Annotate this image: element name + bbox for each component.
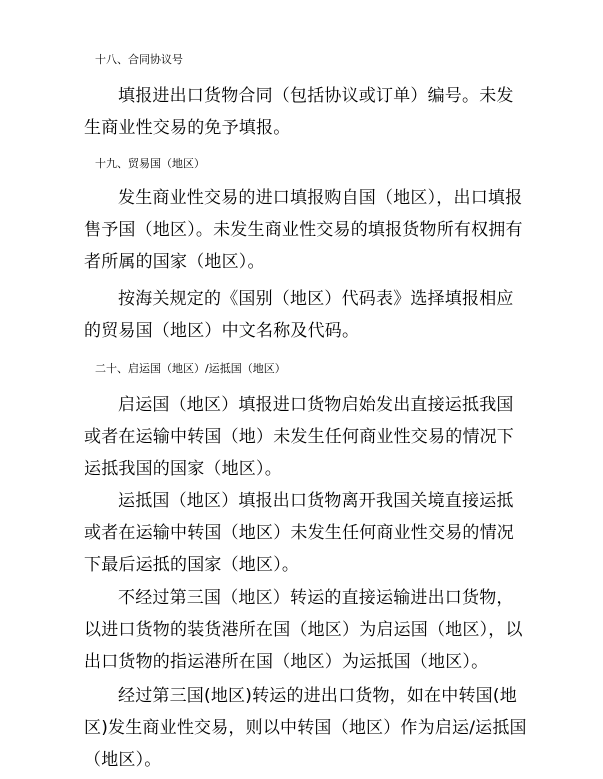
paragraph-trade-country-1: 发生商业性交易的进口填报购自国（地区），出口填报售予国（地区）。未发生商业性交易的填报货物所有权拥有者所属的国家（地区）。 bbox=[84, 188, 523, 272]
section-heading-trade-country: 十九、贸易国（地区） bbox=[95, 157, 205, 170]
paragraph-destination-country: 运抵国（地区）填报出口货物离开我国关境直接运抵或者在运输中转国（地区）未发生任何商业性交易的情况下最后运抵的国家（地区）。 bbox=[84, 491, 514, 575]
section-heading-contract-number: 十八、合同协议号 bbox=[95, 53, 183, 66]
section-heading-departure-destination-country: 二十、启运国（地区）/运抵国（地区） bbox=[95, 362, 286, 375]
paragraph-transit-transport: 经过第三国(地区)转运的进出口货物，如在中转国(地区)发生商业性交易，则以中转国（地区）作为启运/运抵国（地区）。 bbox=[84, 686, 527, 770]
paragraph-contract-number: 填报进出口货物合同（包括协议或订单）编号。未发生商业性交易的免予填报。 bbox=[84, 86, 514, 138]
paragraph-trade-country-2: 按海关规定的《国别（地区）代码表》选择填报相应的贸易国（地区）中文名称及代码。 bbox=[84, 289, 514, 341]
paragraph-direct-transport: 不经过第三国（地区）转运的直接运输进出口货物，以进口货物的装货港所在国（地区）为启运国（地区），以出口货物的指运港所在国（地区）为运抵国（地区）。 bbox=[84, 588, 523, 672]
paragraph-departure-country: 启运国（地区）填报进口货物启始发出直接运抵我国或者在运输中转国（地）未发生任何商业性交易的情况下运抵我国的国家（地区）。 bbox=[84, 395, 514, 479]
